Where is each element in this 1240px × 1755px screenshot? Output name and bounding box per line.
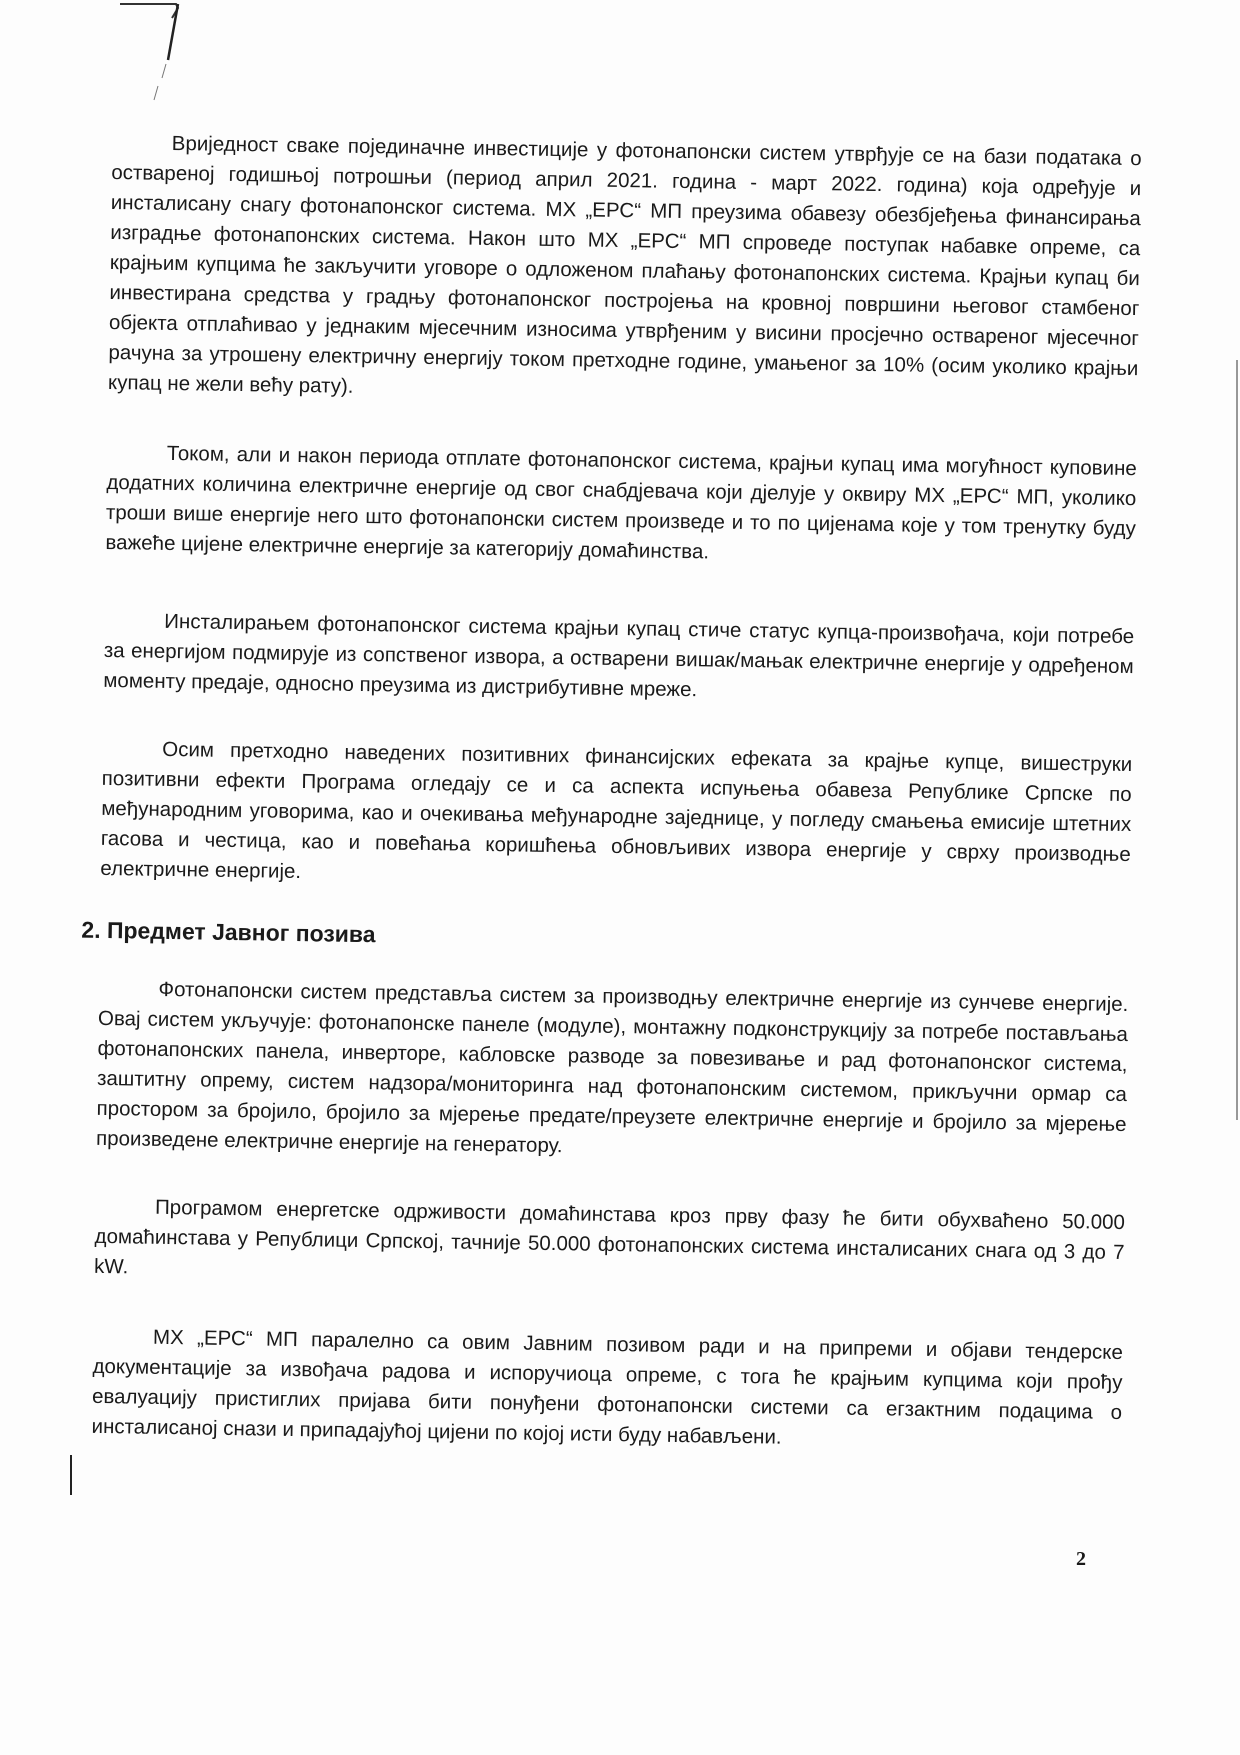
page-number: 2: [1076, 1548, 1086, 1570]
scan-margin-mark: [70, 1455, 72, 1495]
paragraph-additional-energy: Током, али и након периода отплате фотонапонског система, крајњи купац има могућност куповине додатних количина електричне енергије од свог снабдјевача који дјелује у оквиру МХ „ЕРС“ МП, уколико троши више енергије него што фотонапонски систем произведе и то по цијенама које у том тренутку буду важеће цијене електричне енергије за категорију домаћинства.: [105, 441, 1137, 564]
paragraph-positive-effects: Осим претходно наведених позитивних финансијских ефеката за крајње купце, вишеструки позитивни ефекти Програма огледају се и са аспекта испуњења обавеза Републике Српске по међународним уговорима, као и очекивања међународне заједнице, у погледу смањења емисије штетних гасова и честица, као и повећања коришћења обновљивих извора енергије у сврху производње електричне енергије.: [100, 737, 1133, 884]
paragraph-program-scope: Програмом енергетске одрживости домаћинстава кроз прву фазу ће бити обухваћено 50.000 домаћинстава у Републици Српској, тачније 50.000 фотонапонских система инсталисаних снага од 3 до 7 kW.: [93, 1195, 1126, 1279]
document-body: [81, 128, 1142, 1496]
paragraph-investment-value: Вриједност сваке појединачне инвестиције у фотонапонски систем утврђује се на бази података о оствареној годишњој потрошњи (период април 2021. година - март 2022. година) која одређује и инсталисану снагу фотонапонског система. МХ „ЕРС“ МП преузима обавезу обезбјеђења финансирања изградње фотонапонских система. Након што МХ „ЕРС“ МП спроведе поступак набавке опреме, са крајњим купцима ће закључити уговоре о одложеном плаћању фотонапонских система. Крајњи купац би инвестирана средства у градњу фотонапонског постројења на кровној површини његовог стамбеног објекта отплаћивао у једнаким мјесечним износима утврђеним у висини просјечно оствареног мјесечног рачуна за утрошену електричну енергију током претходне године, умањеног за 10% (осим уколико крајњи купац не жели већу рату).: [107, 131, 1142, 398]
paragraph-prosumer-status: Инсталирањем фотонапонског система крајњи купац стиче статус купца-произвођача, који потребе за енергијом подмирује из сопственог извора, а остварени вишак/мањак електричне енергије у одређеном моменту предаје, односно преузима из дистрибутивне мреже.: [103, 609, 1135, 702]
paragraph-system-definition: Фотонапонски систем представља систем за производњу електричне енергије из сунчеве енергије. Овај систем укључује: фотонапонске панеле (модуле), монтажну подконструкцију за потребе постављања фотонапонских панела, инверторе, кабловске разводе за повезивање и рад фотонапонског система, заштитну опрему, систем надзора/мониторинга над фотонапонским системом, прикључни ормар са простором за бројило, бројило за мјерење предате/преузете електричне енергије и бројило за мјерење произведене електричне енергије на генератору.: [95, 977, 1129, 1158]
scan-edge-line: [1236, 360, 1238, 1120]
section-heading: 2. Предмет Јавног позива: [81, 916, 376, 948]
scan-corner-mark: [118, 0, 198, 110]
paragraph-tender-documentation: МХ „ЕРС“ МП паралелно са овим Јавним позивом ради и на припреми и објави тендерске документације за извођача радова и испоручиоца опреме, с тога ће крајњим купцима који прођу евалуацију пристиглих пријава бити понуђени фотонапонски системи са егзактним подацима о инсталисаној снази и припадајућој цијени по којој исти буду набављени.: [91, 1325, 1124, 1449]
